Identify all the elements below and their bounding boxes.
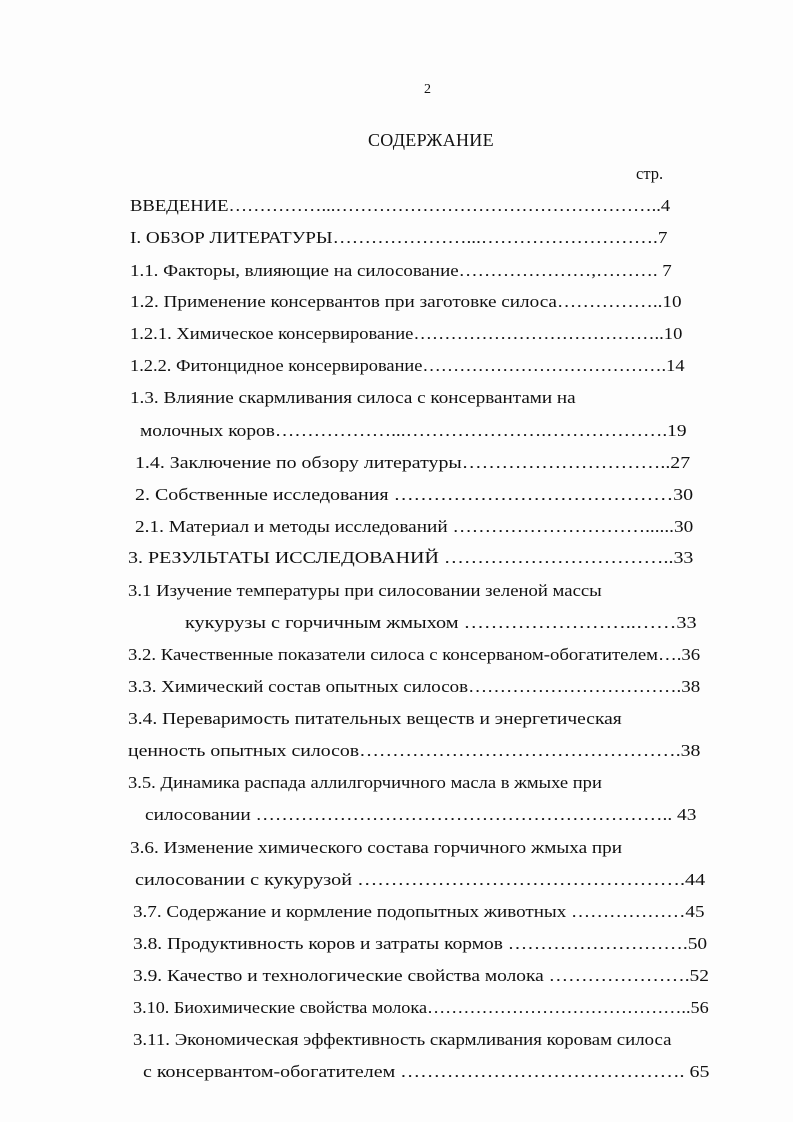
toc-entry: 3.4. Переваримость питательных веществ и энергетическая <box>128 709 622 728</box>
toc-entry: 3.6. Изменение химического состава горчичного жмыха при <box>130 838 623 857</box>
toc-entry: 1.2. Применение консервантов при заготовке силоса……………..10 <box>130 292 682 311</box>
toc-entry: 3.7. Содержание и кормление подопытных животных ………………45 <box>133 902 705 921</box>
toc-entry: I. ОБЗОР ЛИТЕРАТУРЫ…………………...……………………….7 <box>130 228 668 247</box>
toc-entry: 3. РЕЗУЛЬТАТЫ ИССЛЕДОВАНИЙ ……………………………..33 <box>128 548 694 567</box>
page-title: СОДЕРЖАНИЕ <box>368 130 494 150</box>
toc-entry: 2.1. Материал и методы исследований …………………………......30 <box>135 517 694 536</box>
toc-entry: 3.10. Биохимические свойства молока……………………………………..56 <box>133 998 709 1017</box>
page-column-label: стр. <box>636 164 664 183</box>
toc-entry: 3.3. Химический состав опытных силосов…………………………….38 <box>128 677 701 696</box>
toc-entry: силосовании ……………………………………………………….. 43 <box>145 805 697 824</box>
toc-entry: 1.4. Заключение по обзору литературы…………………………..27 <box>135 453 691 472</box>
toc-entry: 3.5. Динамика распада аллилгорчичного масла в жмыхе при <box>128 773 602 792</box>
toc-entry: 1.2.2. Фитонцидное консервирование………………………………….14 <box>130 356 685 375</box>
toc-entry: силосовании с кукурузой ………………………………………….44 <box>135 870 706 889</box>
toc-entry: 1.1. Факторы, влияющие на силосование…………………,………. 7 <box>130 261 672 280</box>
toc-entry: 3.2. Качественные показатели силоса с консерваном-обогатителем….36 <box>128 645 701 664</box>
toc-entry: 3.11. Экономическая эффективность скармливания коровам силоса <box>133 1030 672 1049</box>
toc-entry: 1.2.1. Химическое консервирование…………………………………..10 <box>130 324 683 343</box>
toc-entry: 3.1 Изучение температуры при силосовании зеленой массы <box>128 581 602 600</box>
toc-entry: кукурузы с горчичным жмыхом ……………………..……33 <box>185 613 697 632</box>
toc-entry: ВВЕДЕНИЕ……………...……………………………………………..4 <box>130 196 671 215</box>
toc-entry: 3.8. Продуктивность коров и затраты кормов ……………………….50 <box>133 934 708 953</box>
toc-entry: 1.3. Влияние скармливания силоса с консервантами на <box>130 388 576 407</box>
toc-entry: 2. Собственные исследования ……………………………………30 <box>135 485 694 504</box>
toc-entry: ценность опытных силосов………………………………………….38 <box>128 741 701 760</box>
toc-entry: молочных коров………………...………………….……………….19 <box>140 421 687 440</box>
toc-entry: с консервантом-обогатителем ……………………………………. 65 <box>143 1062 710 1081</box>
toc-entry: 3.9. Качество и технологические свойства молока ………………….52 <box>133 966 709 985</box>
page-number: 2 <box>424 82 431 97</box>
